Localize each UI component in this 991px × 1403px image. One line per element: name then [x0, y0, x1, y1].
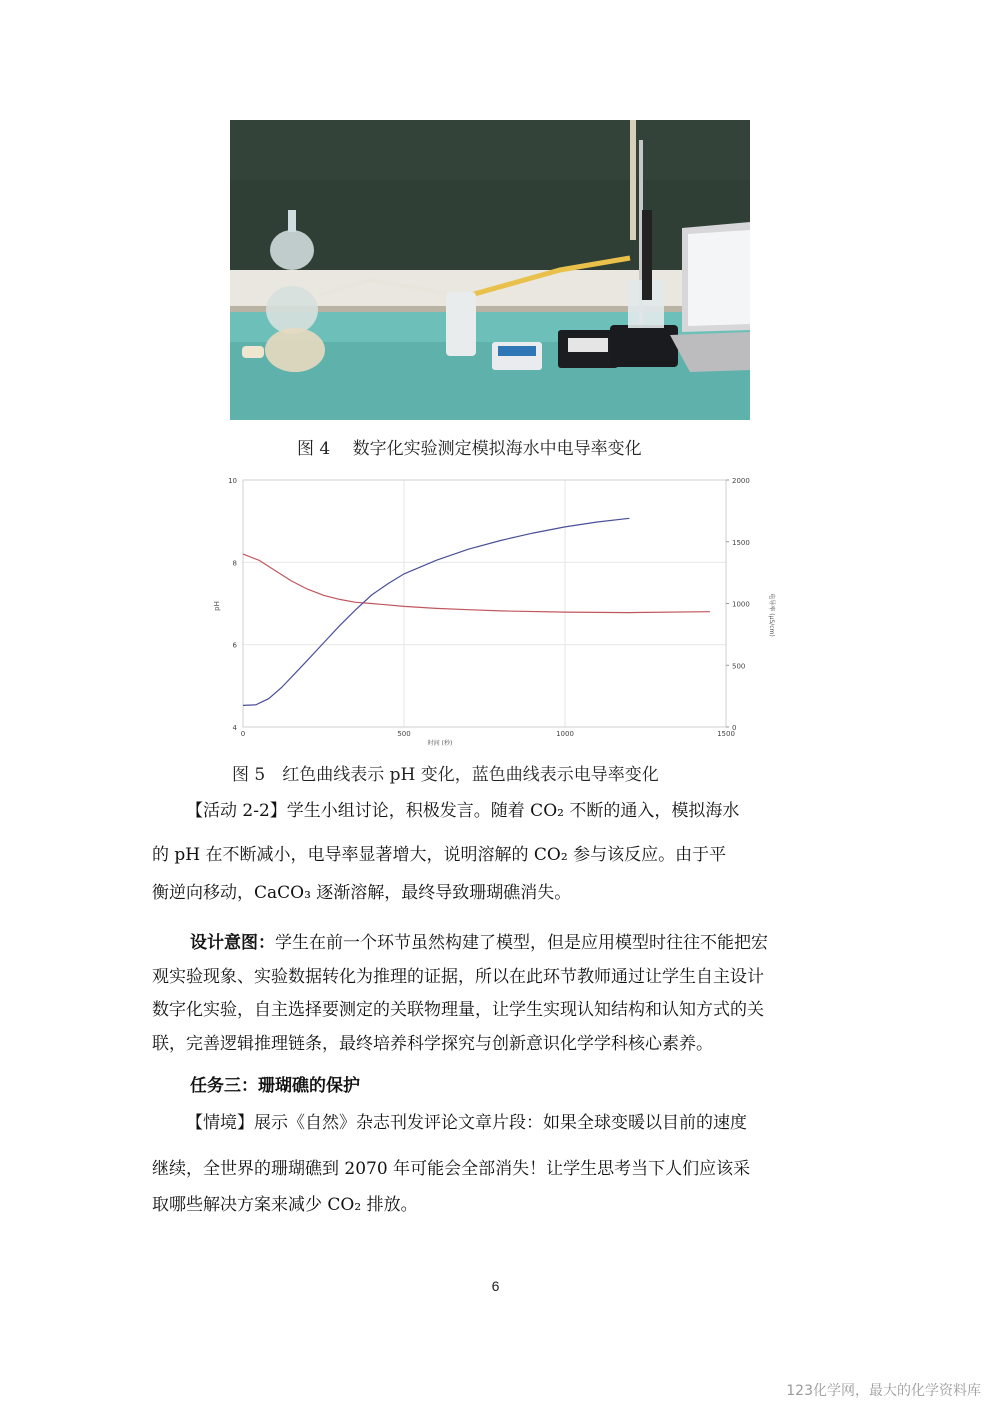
ph-series-line: [243, 554, 710, 613]
y-tick-label: 4: [232, 724, 237, 732]
figure5-caption: 图 5 红色曲线表示 pH 变化，蓝色曲线表示电导率变化: [232, 765, 659, 785]
y2-tick-label: 2000: [732, 477, 750, 485]
y-tick-label: 10: [228, 477, 237, 485]
design-intent-line-4: 联，完善逻辑推理链条，最终培养科学探究与创新意识化学学科核心素养。: [152, 1034, 713, 1054]
chart-ticks: [228, 477, 750, 738]
y2-axis-label: 电导率 (μS/cm): [768, 593, 775, 637]
page-number: 6: [491, 1278, 500, 1294]
task3-heading: 任务三：珊瑚礁的保护: [190, 1076, 360, 1096]
experiment-photo-drawing: [230, 120, 750, 420]
x-tick-label: 0: [240, 730, 246, 738]
x-tick-label: 1000: [556, 730, 574, 738]
scenario-line-2: 继续，全世界的珊瑚礁到 2070 年可能会全部消失！让学生思考当下人们应该采: [152, 1159, 751, 1179]
figure4-caption: 图 4 数字化实验测定模拟海水中电导率变化: [297, 439, 642, 459]
plot-area-frame: [243, 480, 726, 727]
scenario-line-1: 【情境】展示《自然》杂志刊发评论文章片段：如果全球变暖以目前的速度: [186, 1113, 747, 1133]
x-tick-label: 1500: [717, 730, 735, 738]
chart-series: [243, 518, 710, 705]
scenario-line-3: 取哪些解决方案来减少 CO₂ 排放。: [152, 1195, 418, 1215]
watermark: 123化学网，最大的化学资料库: [786, 1383, 981, 1399]
chart-svg: [210, 470, 780, 755]
x-tick-label: 500: [397, 730, 411, 738]
y2-tick-label: 1000: [732, 600, 750, 609]
ph-conductivity-chart: [210, 470, 780, 755]
activity-paragraph-line-2: 的 pH 在不断减小，电导率显著增大，说明溶解的 CO₂ 参与该反应。由于平: [152, 845, 727, 865]
experiment-photo: [230, 120, 750, 420]
design-intent-label: 设计意图：: [190, 933, 275, 953]
activity-paragraph-line-1: 【活动 2-2】学生小组讨论，积极发言。随着 CO₂ 不断的通入，模拟海水: [186, 801, 740, 821]
activity-paragraph-line-3: 衡逆向移动，CaCO₃ 逐渐溶解，最终导致珊瑚礁消失。: [152, 883, 572, 903]
y-tick-label: 6: [232, 641, 237, 650]
y-axis-label: pH: [213, 601, 221, 611]
y2-tick-label: 500: [732, 662, 746, 671]
chart-grid: [243, 480, 726, 727]
design-intent-line-1: [190, 928, 890, 953]
y2-tick-label: 0: [732, 724, 737, 732]
design-intent-line-2: 观实验现象、实验数据转化为推理的证据，所以在此环节教师通过让学生自主设计: [152, 967, 764, 987]
y2-tick-label: 1500: [732, 538, 750, 547]
design-intent-text: 学生在前一个环节虽然构建了模型，但是应用模型时往往不能把宏: [275, 933, 768, 953]
design-intent-line-3: 数字化实验，自主选择要测定的关联物理量，让学生实现认知结构和认知方式的关: [152, 1000, 764, 1020]
x-axis-label: 时间 (秒): [427, 740, 453, 747]
y-tick-label: 8: [232, 559, 237, 568]
